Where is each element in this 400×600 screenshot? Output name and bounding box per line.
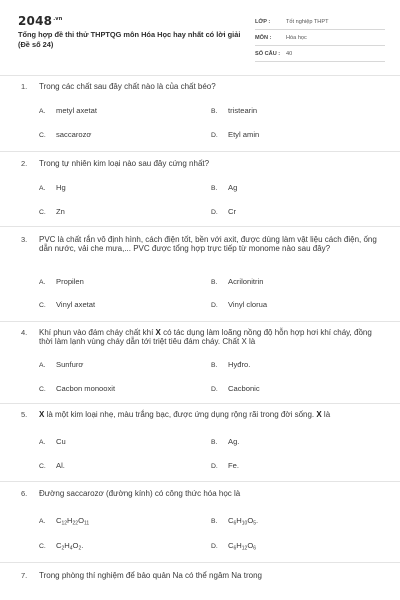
question-7 xyxy=(0,571,400,600)
option-c[interactable]: C. Al. xyxy=(39,461,65,470)
question-number: 7. xyxy=(21,571,28,580)
option-b[interactable]: B. Acrilonitrin xyxy=(211,277,264,286)
page-header xyxy=(0,0,400,72)
question-6 xyxy=(0,489,400,563)
document-title: Tổng hợp đề thi thử THPTQG môn Hóa Học hay nhất có lời giải (Đề số 24) xyxy=(18,30,241,49)
option-d[interactable]: D. Cr xyxy=(211,207,237,216)
option-b[interactable]: B. tristearin xyxy=(211,106,258,115)
option-c[interactable]: C. Zn xyxy=(39,207,65,216)
option-c[interactable]: C. Cacbon monooxit xyxy=(39,384,116,393)
question-4 xyxy=(0,328,400,404)
question-3 xyxy=(0,235,400,322)
question-stem: X là một kim loại nhẹ, màu trắng bạc, được ứng dụng rộng rãi trong đời sống. X là xyxy=(39,410,331,419)
option-a[interactable]: A. metyl axetat xyxy=(39,106,97,115)
meta-row-class: LỚP : Tốt nghiệp THPT xyxy=(255,14,385,30)
question-stem: PVC là chất rắn vô định hình, cách điện tốt, bền với axit, được dùng làm vật liệu cách điện, ống dẫn nước, vải che mưa,... PVC được tổng hợp trực tiếp từ monome nào sau đây? xyxy=(39,235,377,254)
question-stem: Đường saccarozơ (đường kính) có công thức hóa học là xyxy=(39,489,241,498)
option-d[interactable]: D. Vinyl clorua xyxy=(211,300,268,309)
meta-row-count: SỐ CÂU : 40 xyxy=(255,46,385,62)
question-stem: Trong tự nhiên kim loại nào sau đây cứng nhất? xyxy=(39,159,210,168)
option-d[interactable]: D. Fe. xyxy=(211,461,239,470)
option-d[interactable]: D. $C_6H_{12}O_6$ xyxy=(211,541,257,552)
question-number: 2. xyxy=(21,159,28,168)
meta-row-subject: MÔN : Hóa học xyxy=(255,30,385,46)
question-5 xyxy=(0,410,400,482)
question-2 xyxy=(0,159,400,227)
question-stem: Khí phun vào đám cháy chất khí X có tác dụng làm loãng nồng độ hỗn hợp hơi khí cháy, đồng thời làm lạnh vùng cháy dẫn tới triệt tiêu đám cháy. Chất X là xyxy=(39,328,372,347)
question-number: 1. xyxy=(21,82,28,91)
question-number: 4. xyxy=(21,328,28,337)
question-stem: Trong phòng thí nghiệm để bảo quản Na có thể ngâm Na trong xyxy=(39,571,262,580)
option-b[interactable]: B. Ag. xyxy=(211,437,240,446)
option-a[interactable]: A. Cu xyxy=(39,437,66,446)
option-b[interactable]: B. $C_6H_{10}O_5$. xyxy=(211,516,259,527)
header-divider xyxy=(0,75,400,76)
meta-panel xyxy=(255,14,385,62)
option-a[interactable]: A. Sunfurơ xyxy=(39,360,84,369)
option-a[interactable]: A. Hg xyxy=(39,183,66,192)
brand-logo[interactable]: $2048^{.vn}$ xyxy=(18,14,63,28)
question-number: 5. xyxy=(21,410,28,419)
option-c[interactable]: C. $C_2H_4O_2$. xyxy=(39,541,84,552)
option-b[interactable]: B. Hyđro. xyxy=(211,360,251,369)
option-a[interactable]: A. $C_{12}H_{22}O_{11}$ xyxy=(39,516,90,527)
question-stem: Trong các chất sau đây chất nào là của chất béo? xyxy=(39,82,216,91)
option-b[interactable]: B. Ag xyxy=(211,183,238,192)
option-a[interactable]: A. Propilen xyxy=(39,277,84,286)
option-c[interactable]: C. saccarozơ xyxy=(39,130,92,139)
question-number: 6. xyxy=(21,489,28,498)
option-d[interactable]: D. Etyl amin xyxy=(211,130,260,139)
option-d[interactable]: D. Cacbonic xyxy=(211,384,260,393)
option-c[interactable]: C. Vinyl axetat xyxy=(39,300,96,309)
question-1 xyxy=(0,82,400,152)
question-number: 3. xyxy=(21,235,28,244)
